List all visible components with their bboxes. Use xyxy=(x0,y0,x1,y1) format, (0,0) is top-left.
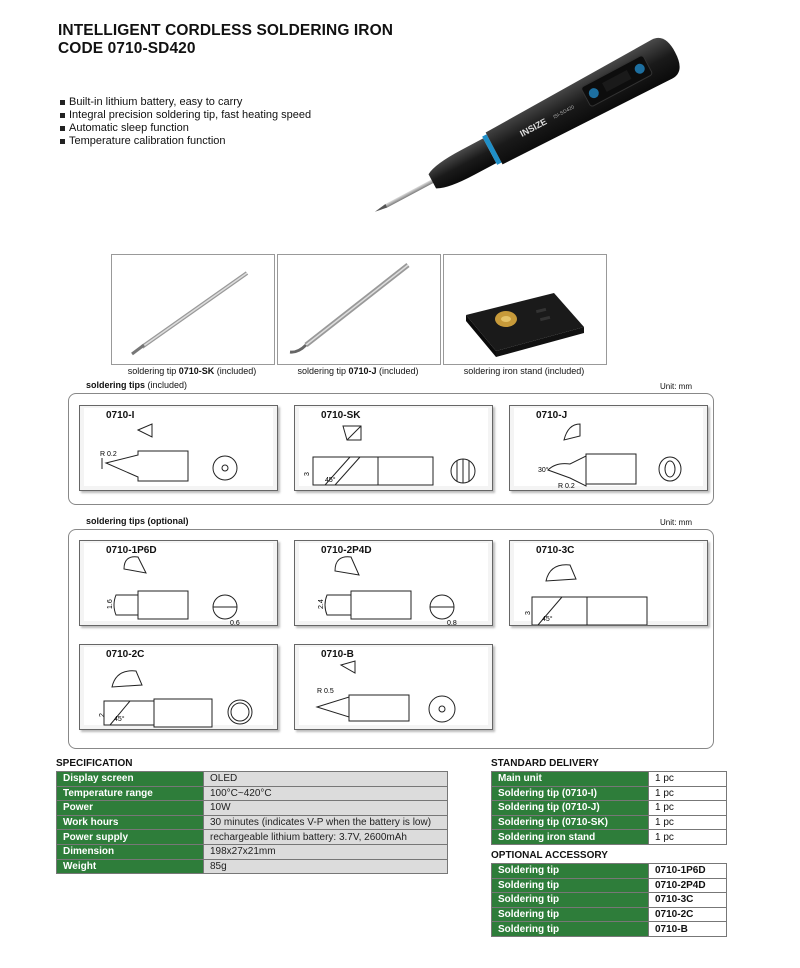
table-row: Soldering tip 0710-1P6D xyxy=(492,864,727,879)
table-row: Dimension 198x27x21mm xyxy=(57,844,448,859)
specification-title: SPECIFICATION xyxy=(56,758,133,769)
table-row: Power 10W xyxy=(57,801,448,816)
tip-code: 0710-2P4D xyxy=(321,545,372,556)
photo-caption: soldering iron stand (included) xyxy=(463,366,585,376)
table-row: Weight 85g xyxy=(57,859,448,874)
tip-card-0710-i xyxy=(79,405,278,491)
table-row: Temperature range 100°C~420°C xyxy=(57,786,448,801)
tip-code: 0710-1P6D xyxy=(106,545,157,556)
feature-list xyxy=(60,96,311,148)
tip-drawing xyxy=(295,406,492,490)
table-row: Soldering tip (0710-J) 1 pc xyxy=(492,801,727,816)
svg-text:0.8: 0.8 xyxy=(447,620,457,625)
tip-sk-photo xyxy=(111,254,275,365)
standard-delivery-table xyxy=(491,771,727,845)
svg-text:30°: 30° xyxy=(538,467,549,474)
table-row: Soldering tip 0710-3C xyxy=(492,893,727,908)
table-row: Soldering iron stand 1 pc xyxy=(492,830,727,845)
soldering-iron-photo xyxy=(350,22,700,247)
svg-text:2: 2 xyxy=(99,713,106,717)
tip-code: 0710-2C xyxy=(106,649,145,660)
svg-text:R 0.2: R 0.2 xyxy=(558,483,575,490)
unit-label: Unit: mm xyxy=(660,518,692,527)
table-row: Soldering tip 0710-B xyxy=(492,922,727,937)
svg-text:R 0.2: R 0.2 xyxy=(100,451,117,458)
svg-text:3: 3 xyxy=(525,611,532,615)
tip-code: 0710-B xyxy=(321,649,354,660)
tip-drawing xyxy=(80,645,277,729)
tip-drawing xyxy=(510,541,707,625)
table-row: Power supply rechargeable lithium battery: 3.7V, 2600mAh xyxy=(57,830,448,845)
section-label-included: soldering tips (included) xyxy=(86,380,188,390)
feature-item: Integral precision soldering tip, fast heating speed xyxy=(60,109,311,122)
product-code: CODE 0710-SD420 xyxy=(58,40,196,57)
optional-accessory-table xyxy=(491,863,727,937)
tip-card-0710-2p4d xyxy=(294,540,493,626)
specification-table xyxy=(56,771,448,874)
svg-text:2.4: 2.4 xyxy=(318,599,325,609)
tip-drawing xyxy=(80,541,277,625)
page-title: INTELLIGENT CORDLESS SOLDERING IRON xyxy=(58,22,394,39)
tip-drawing xyxy=(80,406,277,490)
tip-card-0710-2c xyxy=(79,644,278,730)
svg-text:45°: 45° xyxy=(114,716,125,723)
table-row: Soldering tip 0710-2P4D xyxy=(492,878,727,893)
feature-item: Built-in lithium battery, easy to carry xyxy=(60,96,311,109)
standard-delivery-title: STANDARD DELIVERY xyxy=(491,758,599,769)
feature-item: Automatic sleep function xyxy=(60,122,311,135)
tip-code: 0710-SK xyxy=(321,410,361,421)
table-row: Display screen OLED xyxy=(57,772,448,787)
tip-card-0710-sk xyxy=(294,405,493,491)
svg-text:R 0.5: R 0.5 xyxy=(317,688,334,695)
optional-accessory-title: OPTIONAL ACCESSORY xyxy=(491,850,608,861)
tip-card-0710-j xyxy=(509,405,708,491)
svg-text:ISI-SD420: ISI-SD420 xyxy=(552,104,576,121)
tip-code: 0710-J xyxy=(536,410,568,421)
feature-item: Temperature calibration function xyxy=(60,135,311,148)
tip-card-0710-3c xyxy=(509,540,708,626)
svg-text:1.6: 1.6 xyxy=(107,599,114,609)
photo-caption: soldering tip 0710-SK (included) xyxy=(127,366,257,376)
svg-text:45°: 45° xyxy=(325,477,336,484)
table-row: Main unit 1 pc xyxy=(492,772,727,787)
tip-code: 0710-3C xyxy=(536,545,575,556)
table-row: Soldering tip (0710-I) 1 pc xyxy=(492,786,727,801)
unit-label: Unit: mm xyxy=(660,382,692,391)
tip-card-0710-1p6d xyxy=(79,540,278,626)
tip-card-0710-b xyxy=(294,644,493,730)
svg-text:0.6: 0.6 xyxy=(230,620,240,625)
brand-logo: INSIZE xyxy=(518,116,549,139)
stand-photo xyxy=(443,254,607,365)
table-row: Soldering tip (0710-SK) 1 pc xyxy=(492,815,727,830)
tip-j-photo xyxy=(277,254,441,365)
tip-drawing xyxy=(510,406,707,490)
table-row: Work hours 30 minutes (indicates V-P when the battery is low) xyxy=(57,815,448,830)
section-label-optional: soldering tips (optional) xyxy=(86,516,189,526)
svg-text:3: 3 xyxy=(304,472,311,476)
photo-caption: soldering tip 0710-J (included) xyxy=(297,366,419,376)
tip-drawing xyxy=(295,645,492,729)
svg-text:45°: 45° xyxy=(542,616,553,623)
tip-code: 0710-I xyxy=(106,410,135,421)
table-row: Soldering tip 0710-2C xyxy=(492,907,727,922)
tip-drawing xyxy=(295,541,492,625)
